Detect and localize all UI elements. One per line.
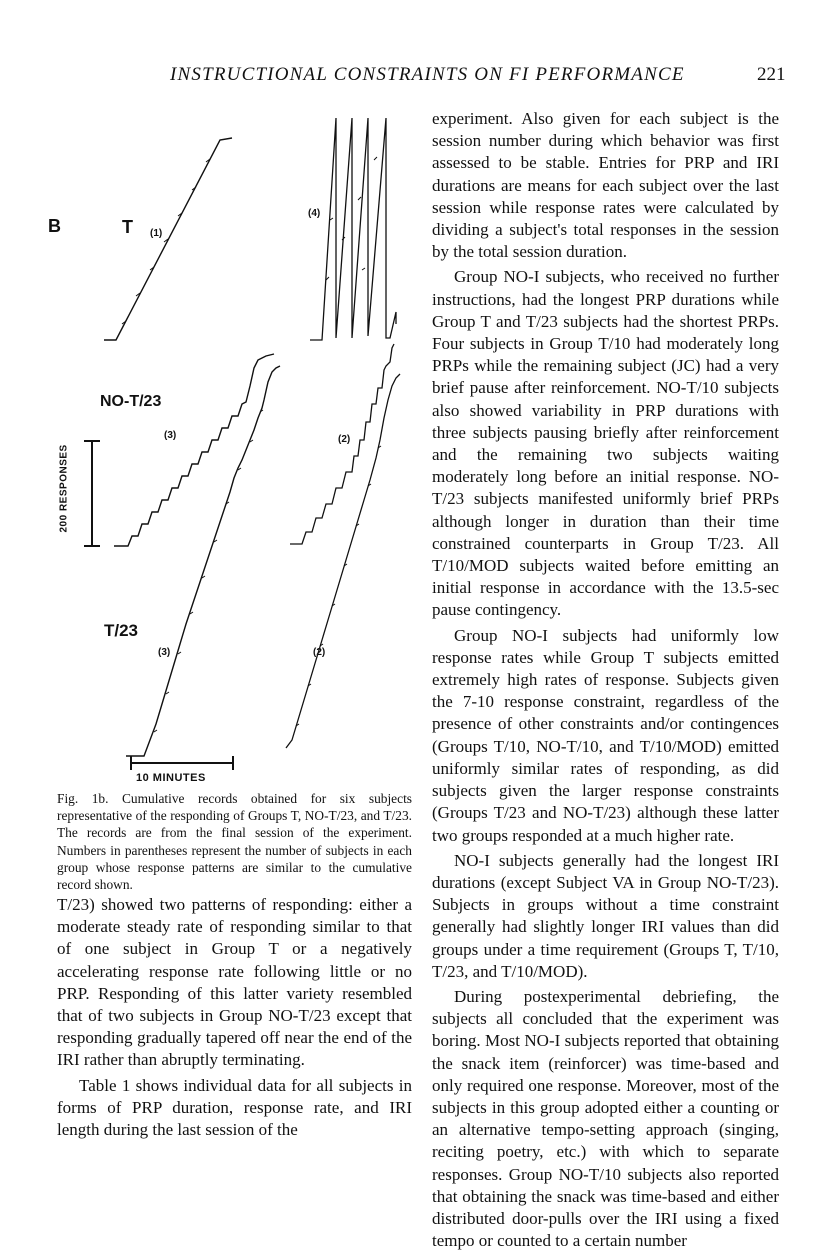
- record-t-23-left: [126, 366, 280, 756]
- count-t-right: (4): [308, 208, 321, 219]
- response-scale-label: 200 RESPONSES: [58, 444, 70, 533]
- running-title: INSTRUCTIONAL CONSTRAINTS ON FI PERFORMANCE: [170, 64, 685, 85]
- paragraph: Group NO-I subjects, who received no further instructions, had the longest PRP durations while Group T and T/23 subjects had the shortest PRPs. Four subjects in Group T/10 had moderately long PRPs while the remaining subject (JC) had a very brief pause after reinforcement. NO-T/10 subjects also showed variability in PRP durations with three subjects pausing briefly after reinforcement and the remaining two subjects waiting moderately long before an initial response. NO-T/23 subjects manifested uniformly brief PRPs although longer in duration than their time constrained counterparts in Group T/23. All T/10/MOD subjects waited before emitting an initial response in accordance with the 13.5-sec pause contingency.: [432, 267, 779, 620]
- record-no-t-23-left: [114, 354, 274, 546]
- paragraph: During postexperimental debriefing, the subjects all concluded that the experiment was boring. Most NO-I subjects reported that obtaining the snack item (reinforcer) was time-based and only required one response. Moreover, most of the subjects in this group adopted either a counting or an alternative tempo-setting approach (singing, reciting poetry, etc.) with which to separate responses. Group NO-T/10 subjects also reported that obtaining the snack was time-based and either distributed door-pulls over the IRI using a fixed tempo or counted to a certain number: [432, 986, 779, 1251]
- figure-1b: [40, 100, 440, 800]
- paragraph: Table 1 shows individual data for all subjects in forms of PRP duration, response rate, and IRI length during the last session of the: [57, 1075, 412, 1140]
- paragraph: experiment. Also given for each subject is the session number during which behavior was first assessed to be stable. Entries for PRP and IRI durations are means for each subject over the last session while response rates were calculated by dividing a subject's total responses in the session by the total session duration.: [432, 109, 779, 262]
- group-label-t-23: T/23: [104, 621, 139, 640]
- page-header: [0, 64, 816, 94]
- paragraph: Group NO-I subjects had uniformly low response rates while Group T subjects emitted extremely high rates of response. Subjects given the 7-10 response constraint, regardless of the presence of other constraints and/or contingences (Groups T/10, NO-T/10, and T/10/MOD) emitted uniformly similar rates of responding, as did subjects given the larger response constraints (Groups T/23 and NO-T/23) although these latter two groups responded at a much higher rate.: [432, 625, 779, 845]
- record-t-23-right: [286, 374, 400, 748]
- count-no-t-23-left: (3): [164, 430, 177, 441]
- count-t-23-left: (3): [158, 647, 171, 658]
- record-t-left: [104, 138, 232, 340]
- record-t-right: [310, 118, 396, 340]
- count-no-t-23-right: (2): [338, 434, 351, 445]
- cumulative-records: [40, 100, 440, 800]
- time-scale-label: 10 MINUTES: [136, 772, 206, 784]
- panel-letter: B: [48, 216, 61, 236]
- left-column: [57, 894, 412, 1141]
- count-t-left: (1): [150, 228, 163, 239]
- time-scale-bar: [131, 756, 233, 770]
- figure-caption: Fig. 1b. Cumulative records obtained for six subjects representative of the responding of Groups T, NO-T/23, and T/23. The records are from the final session of the experiment. Numbers in parentheses represent the number of subjects in each group whose response patterns are similar to the cumulative record shown.: [57, 791, 412, 893]
- paragraph: T/23) showed two patterns of responding: either a moderate steady rate of responding similar to that of one subject in Group T or a negatively accelerating response rate following little or no PRP. Responding of this latter variety resembled that of two subjects in Group NO-T/23 except that responding gradually tapered off near the end of the IRI rather than abruptly terminating.: [57, 895, 412, 1070]
- group-label-t: T: [122, 217, 133, 237]
- response-scale-bar: [84, 441, 100, 546]
- right-column: [432, 108, 779, 1252]
- count-t-23-right: (2): [313, 647, 326, 658]
- paragraph: NO-I subjects generally had the longest IRI durations (except Subject VA in Group NO-T/23). Subjects in groups without a time constraint generally had slightly longer IRI values than did groups under a time requirement (Groups T, T/10, T/23, and T/10/MOD).: [432, 850, 779, 981]
- page-number: 221: [757, 64, 786, 85]
- group-label-no-t-23: NO-T/23: [100, 393, 162, 410]
